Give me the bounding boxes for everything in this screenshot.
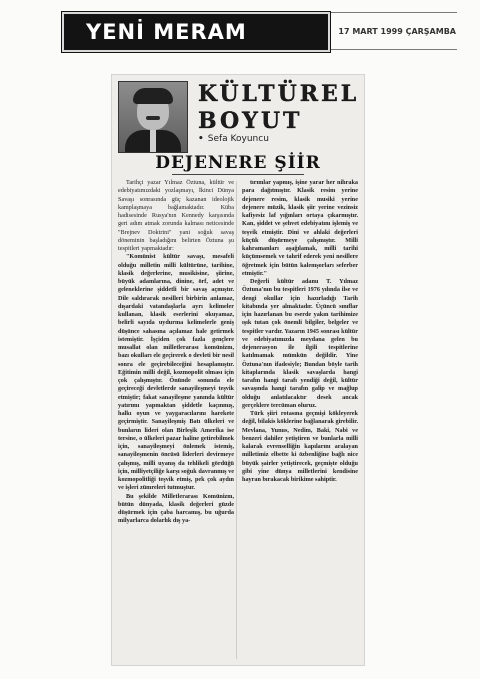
newspaper-name: YENİ MERAM (62, 12, 330, 52)
author-name: Sefa Koyuncu (207, 134, 269, 144)
paragraph-quote: "Komünist kültür savaşı, mesafeli olduğu milletin milli kültürüne, tarihine, klasik değerlerine, musikisine, şiirine, büyük adamlarına, dinine, örf, adet ve geleneklerine şiddetli bir savaş açmıştır. Dile saldırarak nesilleri birbirin anlamaz, dışardaki vatandaşlarla ayrı kelimeler kullanan, klasik eserlerini okuyamaz, belirli sayıda uydurma kelimelerle geniş düşünce sahasına açılamaz hale getirmek istemiştir. İşçiden çok fazla gençlere musallat olan milletlerarası komünizm, bazı okulları ele geçirerek o devleti bir nesil sonra ele geçirebileceğini hesaplamıştır. Eğitimin milli değil, kozmopolit olması için çok çalışmıştır. Önünde sonunda ele geçireceği devletlerde sanayileşmeyi teşvik etmiştir; fakat sanayileşme yanında kültür yatırımı yapmaktan şiddetle kaçınmış, halkı oyun ve yaygaracılarını harekete geçirmiştir. Sanayileşmiş Batı ülkeleri ve bunların lideri olan Birleşik Amerika ise tersine, o ülkeleri pazar haline getirebilmek için, sanayileşmeyi önlemek istemiş, sanayileşmenin öncüsü liderleri devirmeye çalışmış, milli uyanış da tehlikeli gördüğü için, milliyetçiliğe karşı soğuk davranmış ve kozmopolitliği teşvik etmiş, pek çok aydın ve işleri zümreleri tutmuştur. (118, 253, 234, 492)
date-rule-bottom (331, 49, 457, 50)
article-headline: DEJENERE ŞİİR (155, 153, 321, 173)
headline-rule (172, 174, 304, 175)
article-column-right (242, 179, 358, 663)
paragraph: Bu şekilde Milletlerarası Komünizm, bütün dünyada, klasik değerleri güzde düşürmek için çaba harcamış, bu uğurda milyarlarca dolarlık dış ya- (118, 492, 234, 525)
article-column-left (118, 179, 234, 663)
paragraph: Tarihçi yazar Yılmaz Öztuna, kültür ve edebiyatımızdaki yozlaşmayı, İkinci Dünya Savaşı sonrasında güç kazanan ideolojik kamplaşmaya bağlamaktadır. Küba hadisesinde Rusya'nın Kennedy karşısında geri adım atmak zorunda kalması neticesinde "Brejnev Doktrini" yani soğuk savaş döneminin başladığını belirten Öztuna şu tespitleri yapmaktadır: (118, 179, 234, 252)
author-portrait-icon (118, 81, 188, 153)
author-byline (198, 134, 358, 148)
paragraph: tırımlar yapmış, işine yarar her nihraka para dağıtmıştır. Klasik resim yerine dejenere resim, klasik musiki yerine dejenere müzik, klasik şiir yerine vezinsiz kafiyesiz laf yığınları ortaya çıkarmıştır. Kan, şiddet ve şehvet edebiyatını işlemiş ve teşvik etmiştir. Dini ve ahlaki değerleri küçük düşürmeye çalışmıştır. Milli kahramanları aşağılamak, milli tarihi küçümsemek ve tahrif ederek yeni nesillere öğretmek için bütün kalemşorları seferber etmiştir." (242, 179, 358, 277)
paragraph: Değerli kültür adamı T. Yılmaz Öztuna'nın bu tespitleri 1976 yılında ilse ve dengi okullar için hazırladığı Tarih kitabında yer almaktadır. Üçüncü sınıflar için hazırlanan bu eserde yakın tarihimize ışık tutan çok önemli bilgiler, belgeler ve tespitler vardır. Yazarın 1945 sonrası kültür ve edebiyatımızda meydana gelen bu dejenerasyon ile ilgili tespitlerine katılmamak mümkün değildir. Yine Öztuna'nın ifadesiyle; Bundan böyle tarih kitaplarında klasik savaşlarda hangi tarafın hangi tarafı yendiği değil, kültür savaşında hangi tarafın galip ve mağlup olduğu anlatılacaktır desek ancak gerçeklere tercüman oluruz. (242, 278, 358, 409)
paragraph: Türk şiiri rotasına geçmişi kökleyerek değil, bilakis köklerine bağlanarak girebilir. Mevlana, Yunus, Nedim, Baki, Nabi ve benzeri dahiler yetiştiren ve bunlarla milli kalarak evrenselliğin kapılarını aralayan milletimiz elbette ki özbenliğine bağlı nice büyük şairler yetiştirecek, geçmişte olduğu gibi yine dünya milletlerini kendisine hayran bırakacak birikime sahiptir. (242, 410, 358, 483)
column-divider (236, 181, 237, 659)
date-rule-top (331, 12, 457, 13)
newspaper-clipping (112, 75, 364, 665)
column-title-line1: KÜLTÜREL (198, 81, 360, 107)
column-title-line2: BOYUT (198, 108, 303, 134)
issue-date: 17 MART 1999 ÇARŞAMBA (338, 26, 456, 36)
bullet-icon: • (198, 134, 204, 144)
